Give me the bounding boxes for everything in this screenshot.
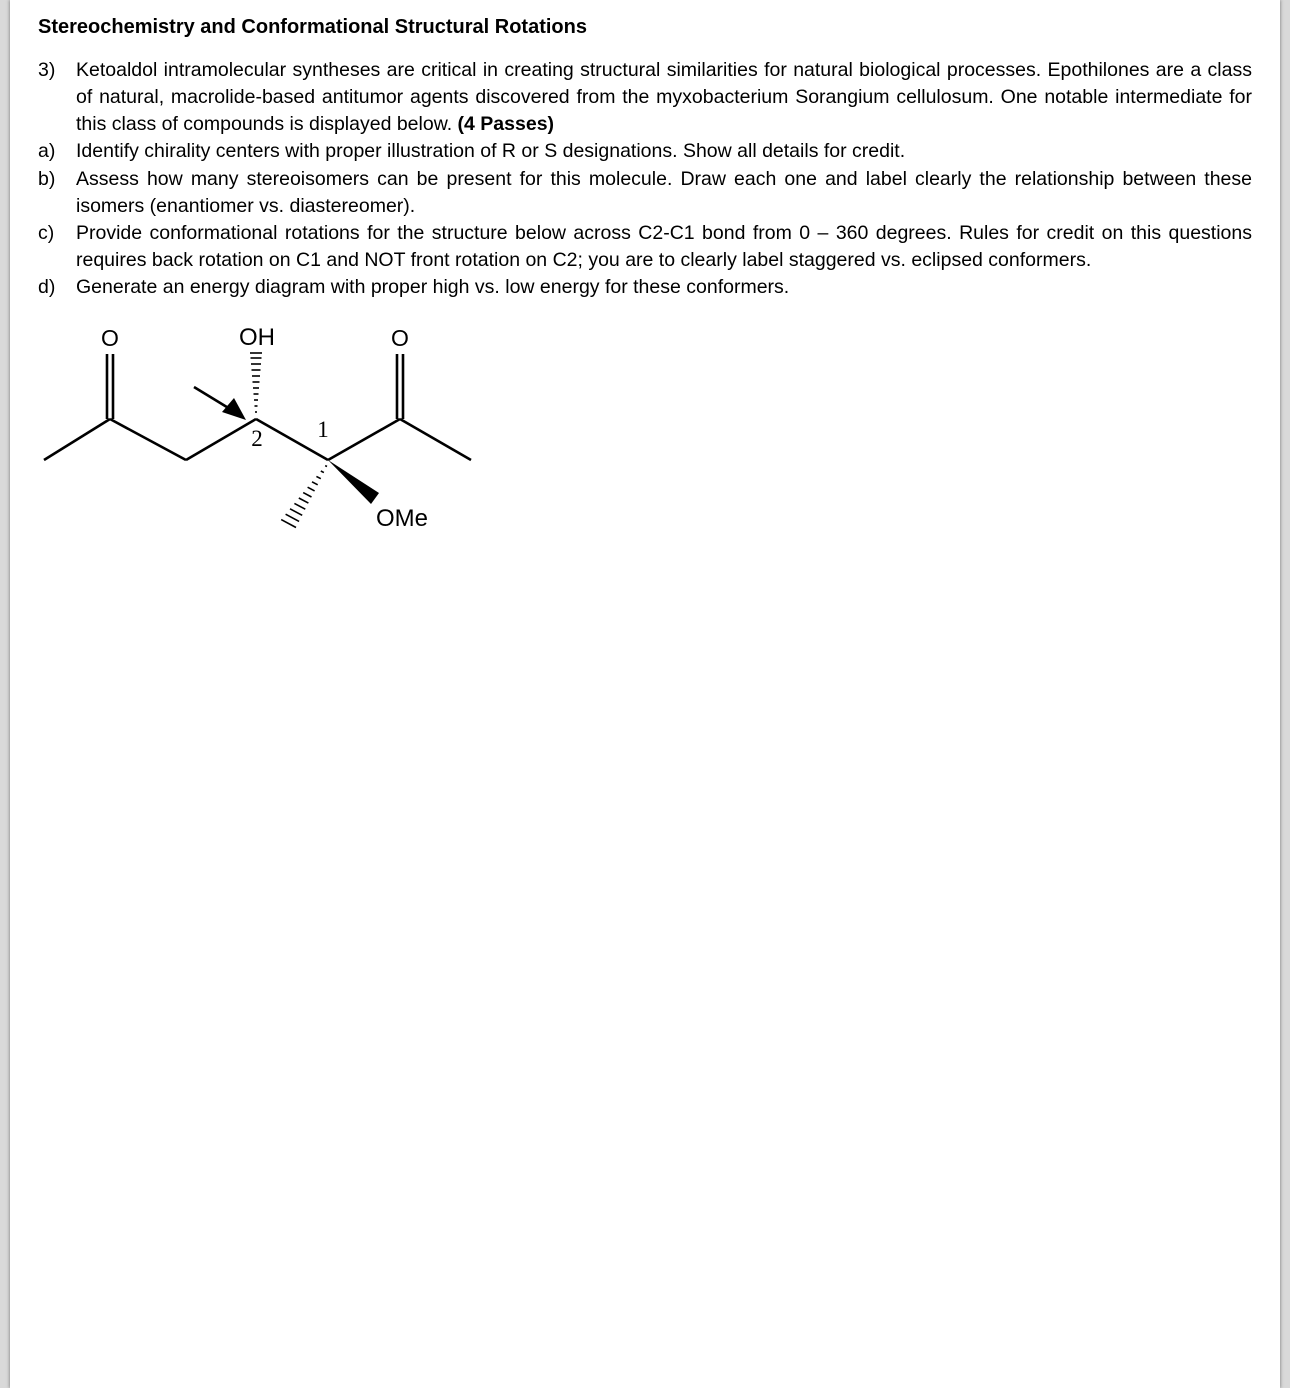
- part-marker: a): [38, 140, 56, 162]
- question-intro-text: Ketoaldol intramolecular syntheses are critical in creating structural similarities for natural biological processes. Epothilones are a class of natural, macrolide-based antitumor agents discovered from the myxobacterium Sorangium cellulosum. One notable intermediate for this class of compounds is displayed below.: [76, 59, 1252, 135]
- oxygen-label-right: O: [391, 325, 409, 351]
- question-part-b: [38, 166, 1252, 220]
- question-part-c: [38, 220, 1252, 274]
- part-text: Provide conformational rotations for the structure below across C2-C1 bond from 0 – 360 degrees. Rules for credit on this questions requires back rotation on C1 and NOT front rotation on C2; you are to clearly label staggered vs. eclipsed conformers.: [76, 222, 1252, 271]
- question-points: (4 Passes): [457, 113, 555, 135]
- bond-c7-ch3: [400, 419, 471, 460]
- carbon-1-label: 1: [317, 417, 329, 442]
- question-part-d: [38, 274, 1252, 301]
- bond-c4-c2: [186, 419, 256, 460]
- bond-c1-c7: [328, 419, 400, 460]
- pointer-arrow-head: [222, 398, 246, 420]
- hashed-bond-methyl: [281, 466, 327, 528]
- part-text: Generate an energy diagram with proper high vs. low energy for these conformers.: [76, 276, 790, 298]
- hydroxyl-label: OH: [239, 324, 275, 351]
- part-marker: d): [38, 276, 56, 298]
- question-intro: [76, 57, 1252, 138]
- document-page: [10, 0, 1280, 1388]
- question-number: 3): [38, 59, 56, 81]
- question-3: [38, 57, 1252, 138]
- oxygen-label-left: O: [101, 325, 119, 351]
- question-part-a: [38, 138, 1252, 165]
- hashed-bond-oh: [250, 353, 262, 412]
- molecule-structure: [10, 300, 530, 550]
- carbon-2-label: 2: [251, 426, 263, 451]
- section-title: Stereochemistry and Conformational Structural Rotations: [38, 16, 587, 38]
- methoxy-label: OMe: [376, 505, 429, 532]
- part-marker: b): [38, 168, 56, 190]
- part-text: Identify chirality centers with proper illustration of R or S designations. Show all details for credit.: [76, 140, 906, 162]
- part-text: Assess how many stereoisomers can be present for this molecule. Draw each one and label clearly the relationship between these isomers (enantiomer vs. diastereomer).: [76, 168, 1252, 217]
- bond-ch3-c5: [44, 419, 110, 460]
- bond-c5-c4: [110, 419, 186, 460]
- wedge-bond-ome: [328, 460, 379, 504]
- part-marker: c): [38, 222, 55, 244]
